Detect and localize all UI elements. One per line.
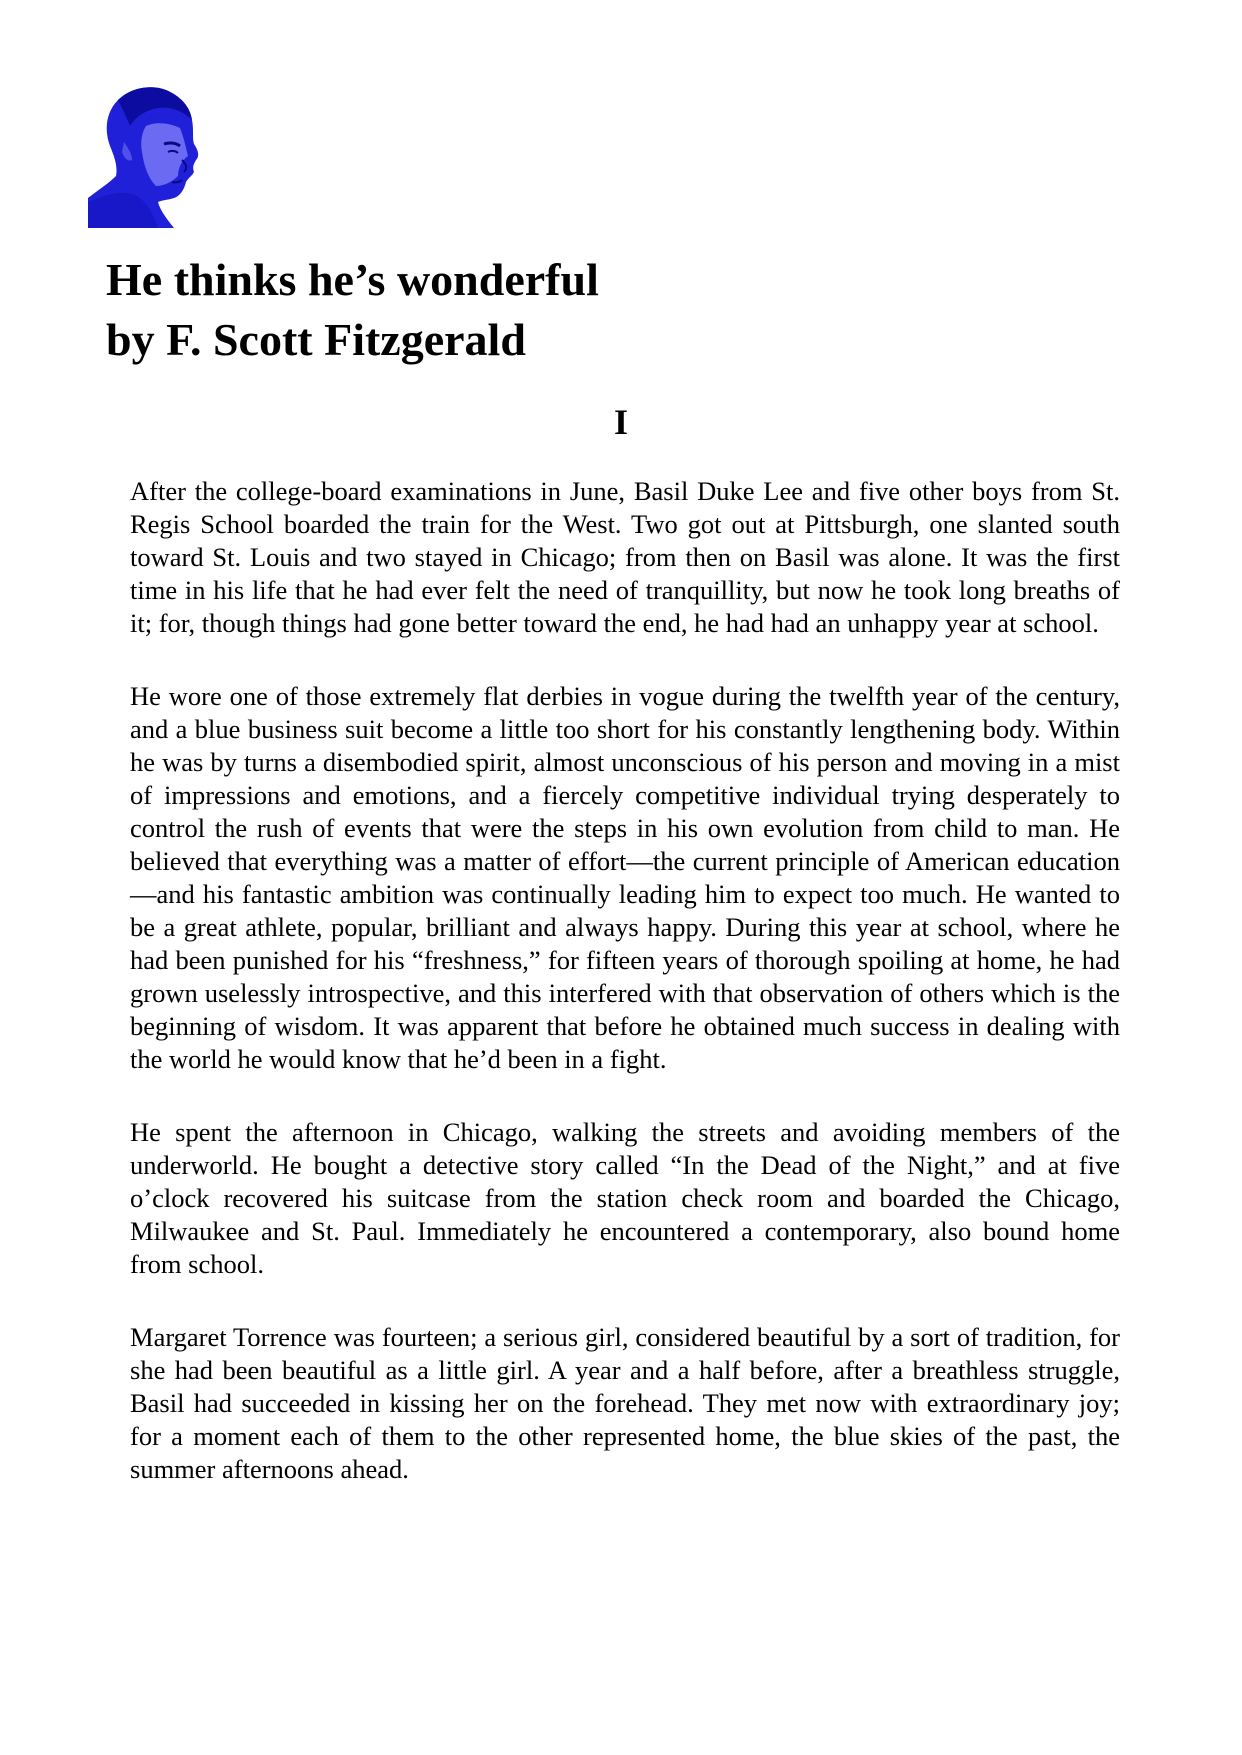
title-line: He thinks he’s wonderful: [106, 254, 599, 305]
story-body: [130, 475, 1120, 1526]
paragraph: Margaret Torrence was fourteen; a serious girl, considered beautiful by a sort of tradition, for she had been beautiful as a little girl. A year and a half before, after a breathless struggle, Basil had succeeded in kissing her on the forehead. They met now with extraordinary joy; for a moment each of them to the other represented home, the blue skies of the past, the summer afternoons ahead.: [130, 1322, 1120, 1484]
paragraph: He spent the afternoon in Chicago, walking the streets and avoiding members of the underworld. He bought a detective story called “In the Dead of the Night,” and at five o’clock recovered his suitcase from the station check room and boarded the Chicago, Milwaukee and St. Paul. Immediately he encountered a contemporary, also bound home from school.: [130, 1117, 1120, 1279]
page-title: [106, 250, 599, 370]
author-portrait-icon: [88, 86, 204, 228]
chapter-heading: I: [613, 402, 628, 442]
paragraph: After the college-board examinations in June, Basil Duke Lee and five other boys from St. Regis School boarded the train for the West. Two got out at Pittsburgh, one slanted south toward St. Louis and two stayed in Chicago; from then on Basil was alone. It was the first time in his life that he had ever felt the need of tranquillity, but now he took long breaths of it; for, though things had gone better toward the end, he had had an unhappy year at school.: [130, 476, 1120, 638]
author-line: by F. Scott Fitzgerald: [106, 314, 526, 365]
paragraph: He wore one of those extremely flat derbies in vogue during the twelfth year of the century, and a blue business suit become a little too short for his constantly lengthening body. Within he was by turns a disembodied spirit, almost unconscious of his person and moving in a mist of impressions and emotions, and a fiercely competitive individual trying desperately to control the rush of events that were the steps in his own evolution from child to man. He believed that everything was a matter of effort—the current principle of American education—and his fantastic ambition was continually leading him to expect too much. He wanted to be a great athlete, popular, brilliant and always happy. During this year at school, where he had been punished for his “freshness,” for fifteen years of thorough spoiling at home, he had grown uselessly introspective, and this interfered with that observation of others which is the beginning of wisdom. It was apparent that before he obtained much success in dealing with the world he would know that he’d been in a fight.: [130, 681, 1120, 1074]
